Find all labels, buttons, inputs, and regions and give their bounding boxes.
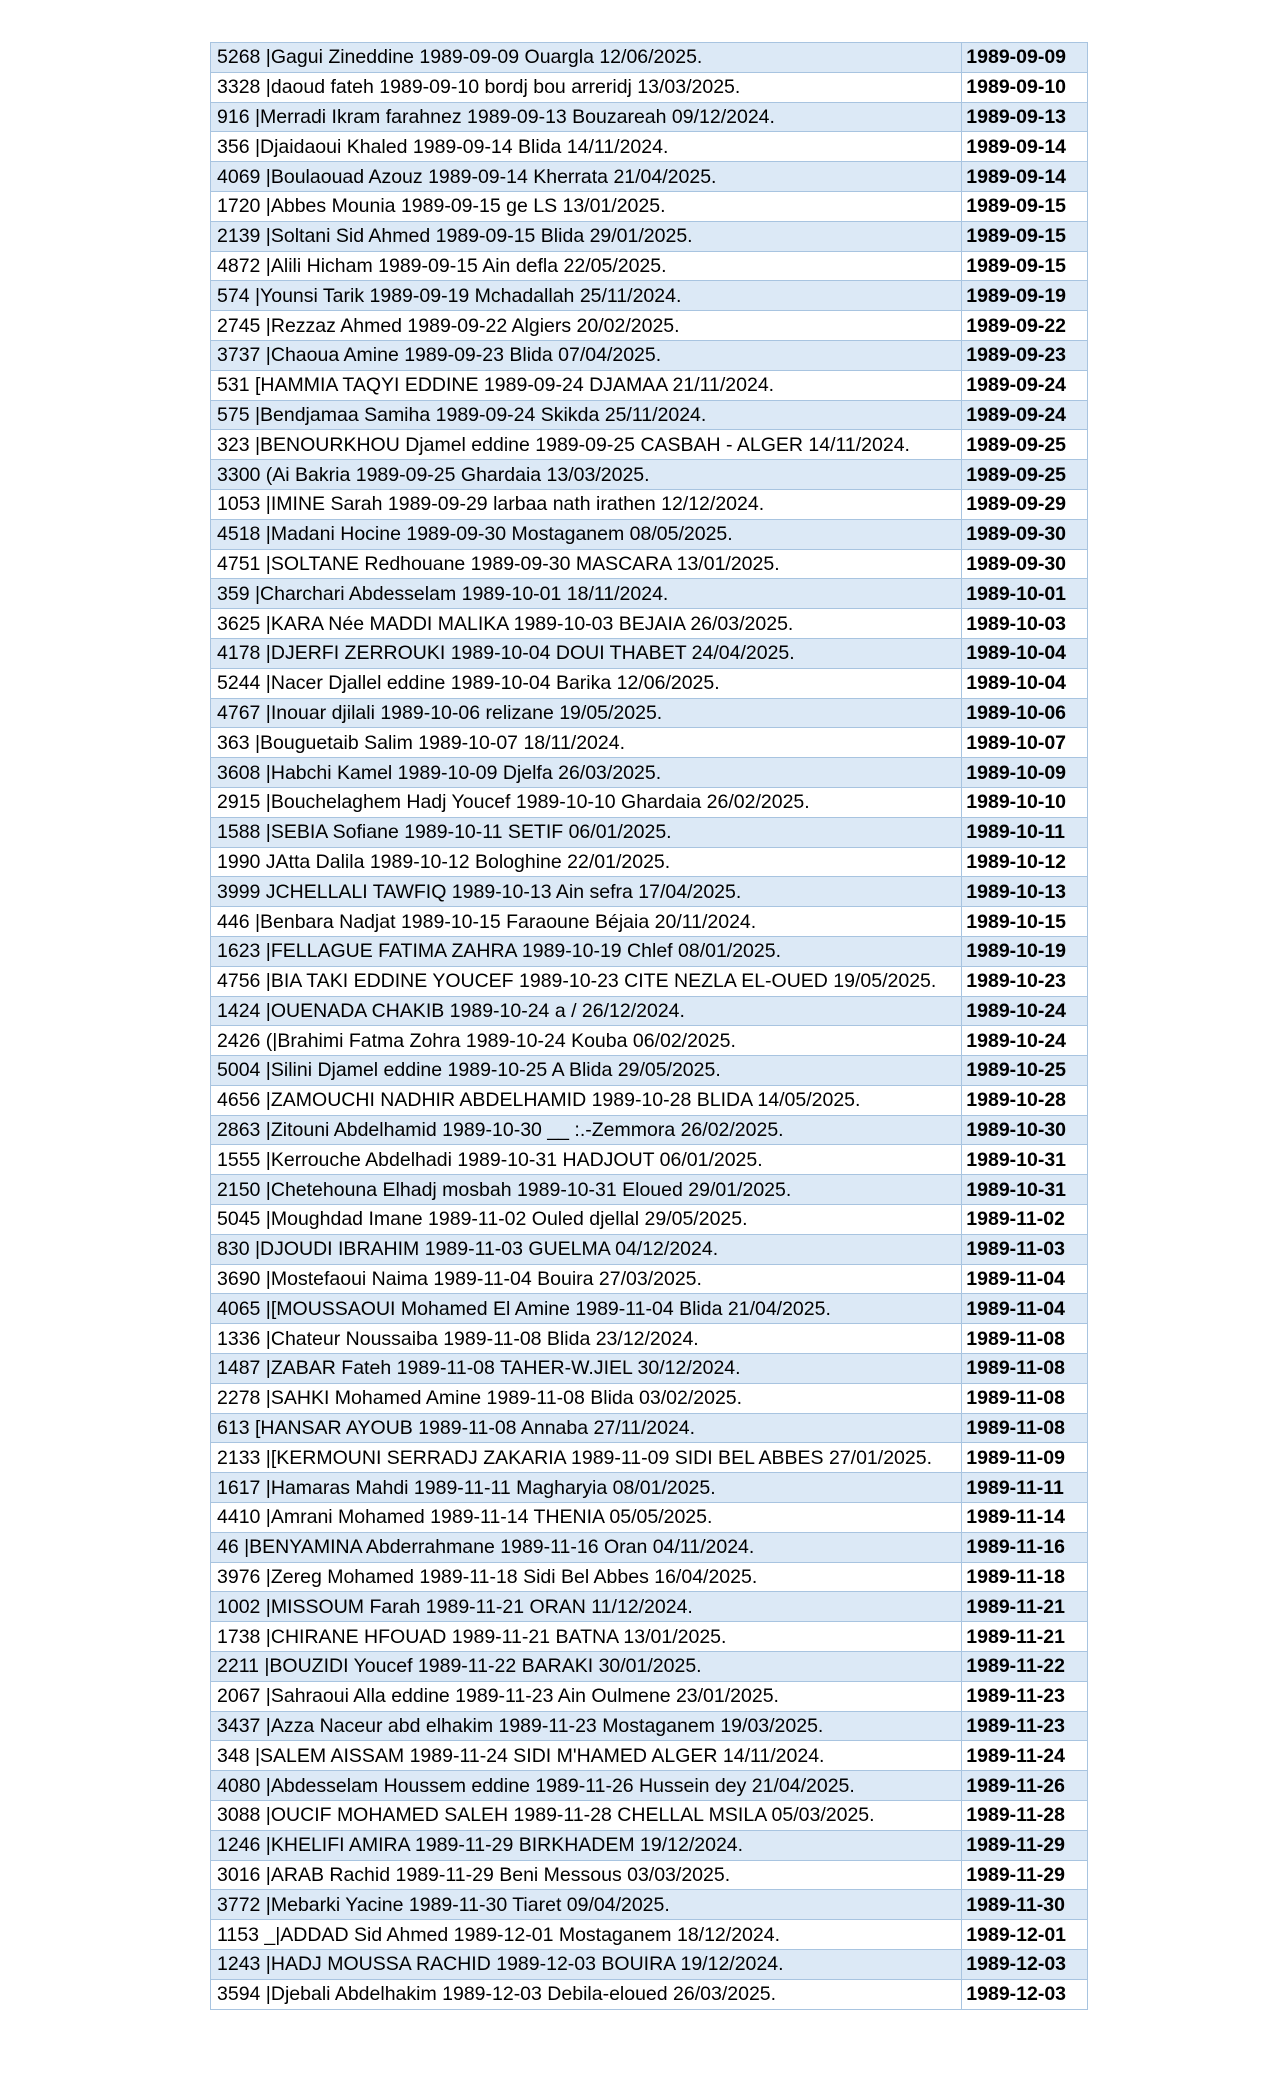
table-row <box>211 102 1088 132</box>
table-row <box>211 221 1088 251</box>
record-entry-cell: 3437 |Azza Naceur abd elhakim 1989-11-23 Mostaganem 19/03/2025. <box>211 1711 962 1741</box>
record-entry-cell: 1720 |Abbes Mounia 1989-09-15 ge LS 13/01/2025. <box>211 191 962 221</box>
record-entry-cell: 5004 |Silini Djamel eddine 1989-10-25 A Blida 29/05/2025. <box>211 1056 962 1086</box>
table-row <box>211 340 1088 370</box>
record-entry-cell: 5045 |Moughdad Imane 1989-11-02 Ouled djellal 29/05/2025. <box>211 1205 962 1235</box>
birth-date-cell: 1989-11-21 <box>962 1622 1088 1652</box>
record-entry-cell: 1990 JAtta Dalila 1989-10-12 Bologhine 22/01/2025. <box>211 847 962 877</box>
record-entry-cell: 4069 |Boulaouad Azouz 1989-09-14 Kherrata 21/04/2025. <box>211 162 962 192</box>
table-row <box>211 1592 1088 1622</box>
record-entry-cell: 1153 _|ADDAD Sid Ahmed 1989-12-01 Mostaganem 18/12/2024. <box>211 1920 962 1950</box>
record-entry-cell: 1053 |IMINE Sarah 1989-09-29 larbaa nath irathen 12/12/2024. <box>211 489 962 519</box>
birth-date-cell: 1989-10-24 <box>962 1026 1088 1056</box>
birth-date-cell: 1989-10-11 <box>962 817 1088 847</box>
birth-date-cell: 1989-11-03 <box>962 1234 1088 1264</box>
table-row <box>211 460 1088 490</box>
record-entry-cell: 4751 |SOLTANE Redhouane 1989-09-30 MASCARA 13/01/2025. <box>211 549 962 579</box>
table-row <box>211 1711 1088 1741</box>
table-row <box>211 1145 1088 1175</box>
table-row <box>211 907 1088 937</box>
record-entry-cell: 323 |BENOURKHOU Djamel eddine 1989-09-25 CASBAH - ALGER 14/11/2024. <box>211 430 962 460</box>
birth-date-cell: 1989-11-08 <box>962 1413 1088 1443</box>
birth-date-cell: 1989-09-09 <box>962 43 1088 73</box>
table-row <box>211 519 1088 549</box>
birth-date-cell: 1989-09-25 <box>962 430 1088 460</box>
record-entry-cell: 531 [HAMMIA TAQYI EDDINE 1989-09-24 DJAMAA 21/11/2024. <box>211 370 962 400</box>
record-entry-cell: 1738 |CHIRANE HFOUAD 1989-11-21 BATNA 13/01/2025. <box>211 1622 962 1652</box>
birth-date-cell: 1989-09-25 <box>962 460 1088 490</box>
record-entry-cell: 4656 |ZAMOUCHI NADHIR ABDELHAMID 1989-10-28 BLIDA 14/05/2025. <box>211 1085 962 1115</box>
record-entry-cell: 3594 |Djebali Abdelhakim 1989-12-03 Debila-eloued 26/03/2025. <box>211 1979 962 2009</box>
record-entry-cell: 3690 |Mostefaoui Naima 1989-11-04 Bouira 27/03/2025. <box>211 1264 962 1294</box>
record-entry-cell: 363 |Bouguetaib Salim 1989-10-07 18/11/2024. <box>211 728 962 758</box>
birth-date-cell: 1989-10-10 <box>962 787 1088 817</box>
birth-date-cell: 1989-11-28 <box>962 1801 1088 1831</box>
table-row <box>211 817 1088 847</box>
birth-date-cell: 1989-10-12 <box>962 847 1088 877</box>
birth-date-cell: 1989-10-24 <box>962 996 1088 1026</box>
table-row <box>211 43 1088 73</box>
record-entry-cell: 3772 |Mebarki Yacine 1989-11-30 Tiaret 09/04/2025. <box>211 1890 962 1920</box>
birth-date-cell: 1989-10-01 <box>962 579 1088 609</box>
record-entry-cell: 3737 |Chaoua Amine 1989-09-23 Blida 07/04/2025. <box>211 340 962 370</box>
record-entry-cell: 2139 |Soltani Sid Ahmed 1989-09-15 Blida 29/01/2025. <box>211 221 962 251</box>
birth-date-cell: 1989-10-03 <box>962 609 1088 639</box>
record-entry-cell: 3608 |Habchi Kamel 1989-10-09 Djelfa 26/03/2025. <box>211 758 962 788</box>
birth-date-cell: 1989-11-14 <box>962 1503 1088 1533</box>
table-row <box>211 72 1088 102</box>
birth-date-cell: 1989-11-11 <box>962 1473 1088 1503</box>
birth-date-cell: 1989-11-23 <box>962 1681 1088 1711</box>
birth-date-cell: 1989-09-13 <box>962 102 1088 132</box>
table-row <box>211 1085 1088 1115</box>
record-entry-cell: 1623 |FELLAGUE FATIMA ZAHRA 1989-10-19 Chlef 08/01/2025. <box>211 936 962 966</box>
table-row <box>211 1324 1088 1354</box>
birth-date-cell: 1989-11-30 <box>962 1890 1088 1920</box>
birth-date-cell: 1989-09-15 <box>962 221 1088 251</box>
birth-date-cell: 1989-10-23 <box>962 966 1088 996</box>
birth-date-cell: 1989-11-09 <box>962 1443 1088 1473</box>
table-row <box>211 1294 1088 1324</box>
record-entry-cell: 3328 |daoud fateh 1989-09-10 bordj bou arreridj 13/03/2025. <box>211 72 962 102</box>
birth-date-cell: 1989-10-07 <box>962 728 1088 758</box>
record-entry-cell: 4080 |Abdesselam Houssem eddine 1989-11-26 Hussein dey 21/04/2025. <box>211 1771 962 1801</box>
table-row <box>211 400 1088 430</box>
birth-date-cell: 1989-09-15 <box>962 191 1088 221</box>
table-row <box>211 668 1088 698</box>
birth-date-cell: 1989-11-23 <box>962 1711 1088 1741</box>
table-row <box>211 1026 1088 1056</box>
table-row <box>211 698 1088 728</box>
birth-date-cell: 1989-09-30 <box>962 519 1088 549</box>
record-entry-cell: 4410 |Amrani Mohamed 1989-11-14 THENIA 05/05/2025. <box>211 1503 962 1533</box>
record-entry-cell: 916 |Merradi Ikram farahnez 1989-09-13 Bouzareah 09/12/2024. <box>211 102 962 132</box>
record-entry-cell: 3016 |ARAB Rachid 1989-11-29 Beni Messous 03/03/2025. <box>211 1860 962 1890</box>
table-row <box>211 132 1088 162</box>
record-entry-cell: 2278 |SAHKI Mohamed Amine 1989-11-08 Blida 03/02/2025. <box>211 1383 962 1413</box>
table-row <box>211 1383 1088 1413</box>
table-row <box>211 1056 1088 1086</box>
birth-date-cell: 1989-11-29 <box>962 1830 1088 1860</box>
record-entry-cell: 1555 |Kerrouche Abdelhadi 1989-10-31 HADJOUT 06/01/2025. <box>211 1145 962 1175</box>
record-entry-cell: 1424 |OUENADA CHAKIB 1989-10-24 a / 26/12/2024. <box>211 996 962 1026</box>
record-entry-cell: 359 |Charchari Abdesselam 1989-10-01 18/11/2024. <box>211 579 962 609</box>
record-entry-cell: 3976 |Zereg Mohamed 1989-11-18 Sidi Bel Abbes 16/04/2025. <box>211 1562 962 1592</box>
record-entry-cell: 830 |DJOUDI IBRAHIM 1989-11-03 GUELMA 04/12/2024. <box>211 1234 962 1264</box>
birth-date-cell: 1989-11-16 <box>962 1532 1088 1562</box>
birth-date-cell: 1989-09-14 <box>962 162 1088 192</box>
record-entry-cell: 4767 |Inouar djilali 1989-10-06 relizane 19/05/2025. <box>211 698 962 728</box>
table-row <box>211 1354 1088 1384</box>
record-entry-cell: 46 |BENYAMINA Abderrahmane 1989-11-16 Oran 04/11/2024. <box>211 1532 962 1562</box>
record-entry-cell: 3300 (Ai Bakria 1989-09-25 Ghardaia 13/03/2025. <box>211 460 962 490</box>
birth-date-cell: 1989-11-21 <box>962 1592 1088 1622</box>
table-row <box>211 966 1088 996</box>
birth-date-cell: 1989-11-22 <box>962 1652 1088 1682</box>
record-entry-cell: 446 |Benbara Nadjat 1989-10-15 Faraoune Béjaia 20/11/2024. <box>211 907 962 937</box>
birth-date-cell: 1989-09-24 <box>962 400 1088 430</box>
table-row <box>211 489 1088 519</box>
table-row <box>211 1890 1088 1920</box>
record-entry-cell: 2211 |BOUZIDI Youcef 1989-11-22 BARAKI 30/01/2025. <box>211 1652 962 1682</box>
table-row <box>211 162 1088 192</box>
birth-date-cell: 1989-11-26 <box>962 1771 1088 1801</box>
table-row <box>211 1234 1088 1264</box>
birth-date-cell: 1989-10-15 <box>962 907 1088 937</box>
table-row <box>211 1801 1088 1831</box>
record-entry-cell: 2133 |[KERMOUNI SERRADJ ZAKARIA 1989-11-09 SIDI BEL ABBES 27/01/2025. <box>211 1443 962 1473</box>
record-entry-cell: 5268 |Gagui Zineddine 1989-09-09 Ouargla 12/06/2025. <box>211 43 962 73</box>
birth-date-cell: 1989-10-30 <box>962 1115 1088 1145</box>
table-row <box>211 1771 1088 1801</box>
record-entry-cell: 1617 |Hamaras Mahdi 1989-11-11 Magharyia 08/01/2025. <box>211 1473 962 1503</box>
table-row <box>211 1562 1088 1592</box>
record-entry-cell: 3999 JCHELLALI TAWFIQ 1989-10-13 Ain sefra 17/04/2025. <box>211 877 962 907</box>
table-row <box>211 1979 1088 2009</box>
table-row <box>211 847 1088 877</box>
birth-date-cell: 1989-10-13 <box>962 877 1088 907</box>
table-row <box>211 728 1088 758</box>
table-row <box>211 1175 1088 1205</box>
birth-date-cell: 1989-10-06 <box>962 698 1088 728</box>
record-entry-cell: 2745 |Rezzaz Ahmed 1989-09-22 Algiers 20/02/2025. <box>211 311 962 341</box>
birth-date-cell: 1989-09-24 <box>962 370 1088 400</box>
birth-date-cell: 1989-12-03 <box>962 1979 1088 2009</box>
birth-date-cell: 1989-11-08 <box>962 1383 1088 1413</box>
table-row <box>211 787 1088 817</box>
table-row <box>211 1115 1088 1145</box>
birth-date-cell: 1989-09-30 <box>962 549 1088 579</box>
record-entry-cell: 348 |SALEM AISSAM 1989-11-24 SIDI M'HAMED ALGER 14/11/2024. <box>211 1741 962 1771</box>
birth-date-cell: 1989-11-08 <box>962 1354 1088 1384</box>
record-entry-cell: 4518 |Madani Hocine 1989-09-30 Mostaganem 08/05/2025. <box>211 519 962 549</box>
table-row <box>211 1503 1088 1533</box>
birth-date-cell: 1989-10-19 <box>962 936 1088 966</box>
record-entry-cell: 356 |Djaidaoui Khaled 1989-09-14 Blida 14/11/2024. <box>211 132 962 162</box>
table-row <box>211 1741 1088 1771</box>
table-row <box>211 1532 1088 1562</box>
table-row <box>211 549 1088 579</box>
record-entry-cell: 1246 |KHELIFI AMIRA 1989-11-29 BIRKHADEM 19/12/2024. <box>211 1830 962 1860</box>
birth-date-cell: 1989-10-04 <box>962 668 1088 698</box>
birth-date-cell: 1989-10-09 <box>962 758 1088 788</box>
records-table <box>210 42 1088 2010</box>
birth-date-cell: 1989-10-25 <box>962 1056 1088 1086</box>
record-entry-cell: 613 [HANSAR AYOUB 1989-11-08 Annaba 27/11/2024. <box>211 1413 962 1443</box>
table-row <box>211 1950 1088 1980</box>
table-row <box>211 638 1088 668</box>
record-entry-cell: 2067 |Sahraoui Alla eddine 1989-11-23 Ain Oulmene 23/01/2025. <box>211 1681 962 1711</box>
table-row <box>211 191 1088 221</box>
birth-date-cell: 1989-10-04 <box>962 638 1088 668</box>
table-row <box>211 996 1088 1026</box>
record-entry-cell: 3625 |KARA Née MADDI MALIKA 1989-10-03 BEJAIA 26/03/2025. <box>211 609 962 639</box>
table-row <box>211 1622 1088 1652</box>
record-entry-cell: 1487 |ZABAR Fateh 1989-11-08 TAHER-W.JIEL 30/12/2024. <box>211 1354 962 1384</box>
table-row <box>211 579 1088 609</box>
birth-date-cell: 1989-09-15 <box>962 251 1088 281</box>
record-entry-cell: 4178 |DJERFI ZERROUKI 1989-10-04 DOUI THABET 24/04/2025. <box>211 638 962 668</box>
birth-date-cell: 1989-09-29 <box>962 489 1088 519</box>
record-entry-cell: 2863 |Zitouni Abdelhamid 1989-10-30 __ :.-Zemmora 26/02/2025. <box>211 1115 962 1145</box>
birth-date-cell: 1989-12-03 <box>962 1950 1088 1980</box>
record-entry-cell: 2915 |Bouchelaghem Hadj Youcef 1989-10-10 Ghardaia 26/02/2025. <box>211 787 962 817</box>
table-row <box>211 1830 1088 1860</box>
table-row <box>211 370 1088 400</box>
birth-date-cell: 1989-11-29 <box>962 1860 1088 1890</box>
birth-date-cell: 1989-11-04 <box>962 1294 1088 1324</box>
table-row <box>211 1264 1088 1294</box>
birth-date-cell: 1989-09-22 <box>962 311 1088 341</box>
birth-date-cell: 1989-11-02 <box>962 1205 1088 1235</box>
table-row <box>211 1681 1088 1711</box>
record-entry-cell: 5244 |Nacer Djallel eddine 1989-10-04 Barika 12/06/2025. <box>211 668 962 698</box>
table-row <box>211 1413 1088 1443</box>
record-entry-cell: 4872 |Alili Hicham 1989-09-15 Ain defla 22/05/2025. <box>211 251 962 281</box>
record-entry-cell: 575 |Bendjamaa Samiha 1989-09-24 Skikda 25/11/2024. <box>211 400 962 430</box>
record-entry-cell: 1588 |SEBIA Sofiane 1989-10-11 SETIF 06/01/2025. <box>211 817 962 847</box>
table-row <box>211 1920 1088 1950</box>
record-entry-cell: 2426 (|Brahimi Fatma Zohra 1989-10-24 Kouba 06/02/2025. <box>211 1026 962 1056</box>
table-row <box>211 758 1088 788</box>
table-row <box>211 1473 1088 1503</box>
record-entry-cell: 4756 |BIA TAKI EDDINE YOUCEF 1989-10-23 CITE NEZLA EL-OUED 19/05/2025. <box>211 966 962 996</box>
birth-date-cell: 1989-09-10 <box>962 72 1088 102</box>
record-entry-cell: 1243 |HADJ MOUSSA RACHID 1989-12-03 BOUIRA 19/12/2024. <box>211 1950 962 1980</box>
birth-date-cell: 1989-11-18 <box>962 1562 1088 1592</box>
table-row <box>211 430 1088 460</box>
table-row <box>211 936 1088 966</box>
table-row <box>211 609 1088 639</box>
record-entry-cell: 1002 |MISSOUM Farah 1989-11-21 ORAN 11/12/2024. <box>211 1592 962 1622</box>
birth-date-cell: 1989-11-24 <box>962 1741 1088 1771</box>
table-row <box>211 1652 1088 1682</box>
record-entry-cell: 3088 |OUCIF MOHAMED SALEH 1989-11-28 CHELLAL MSILA 05/03/2025. <box>211 1801 962 1831</box>
birth-date-cell: 1989-10-28 <box>962 1085 1088 1115</box>
birth-date-cell: 1989-09-19 <box>962 281 1088 311</box>
record-entry-cell: 1336 |Chateur Noussaiba 1989-11-08 Blida 23/12/2024. <box>211 1324 962 1354</box>
records-body <box>211 43 1088 2010</box>
record-entry-cell: 4065 |[MOUSSAOUI Mohamed El Amine 1989-11-04 Blida 21/04/2025. <box>211 1294 962 1324</box>
table-row <box>211 251 1088 281</box>
table-row <box>211 1205 1088 1235</box>
table-row <box>211 1443 1088 1473</box>
birth-date-cell: 1989-10-31 <box>962 1145 1088 1175</box>
birth-date-cell: 1989-09-14 <box>962 132 1088 162</box>
birth-date-cell: 1989-11-08 <box>962 1324 1088 1354</box>
record-entry-cell: 574 |Younsi Tarik 1989-09-19 Mchadallah 25/11/2024. <box>211 281 962 311</box>
table-row <box>211 1860 1088 1890</box>
birth-date-cell: 1989-10-31 <box>962 1175 1088 1205</box>
table-row <box>211 311 1088 341</box>
birth-date-cell: 1989-09-23 <box>962 340 1088 370</box>
table-row <box>211 877 1088 907</box>
birth-date-cell: 1989-12-01 <box>962 1920 1088 1950</box>
birth-date-cell: 1989-11-04 <box>962 1264 1088 1294</box>
table-row <box>211 281 1088 311</box>
record-entry-cell: 2150 |Chetehouna Elhadj mosbah 1989-10-31 Eloued 29/01/2025. <box>211 1175 962 1205</box>
